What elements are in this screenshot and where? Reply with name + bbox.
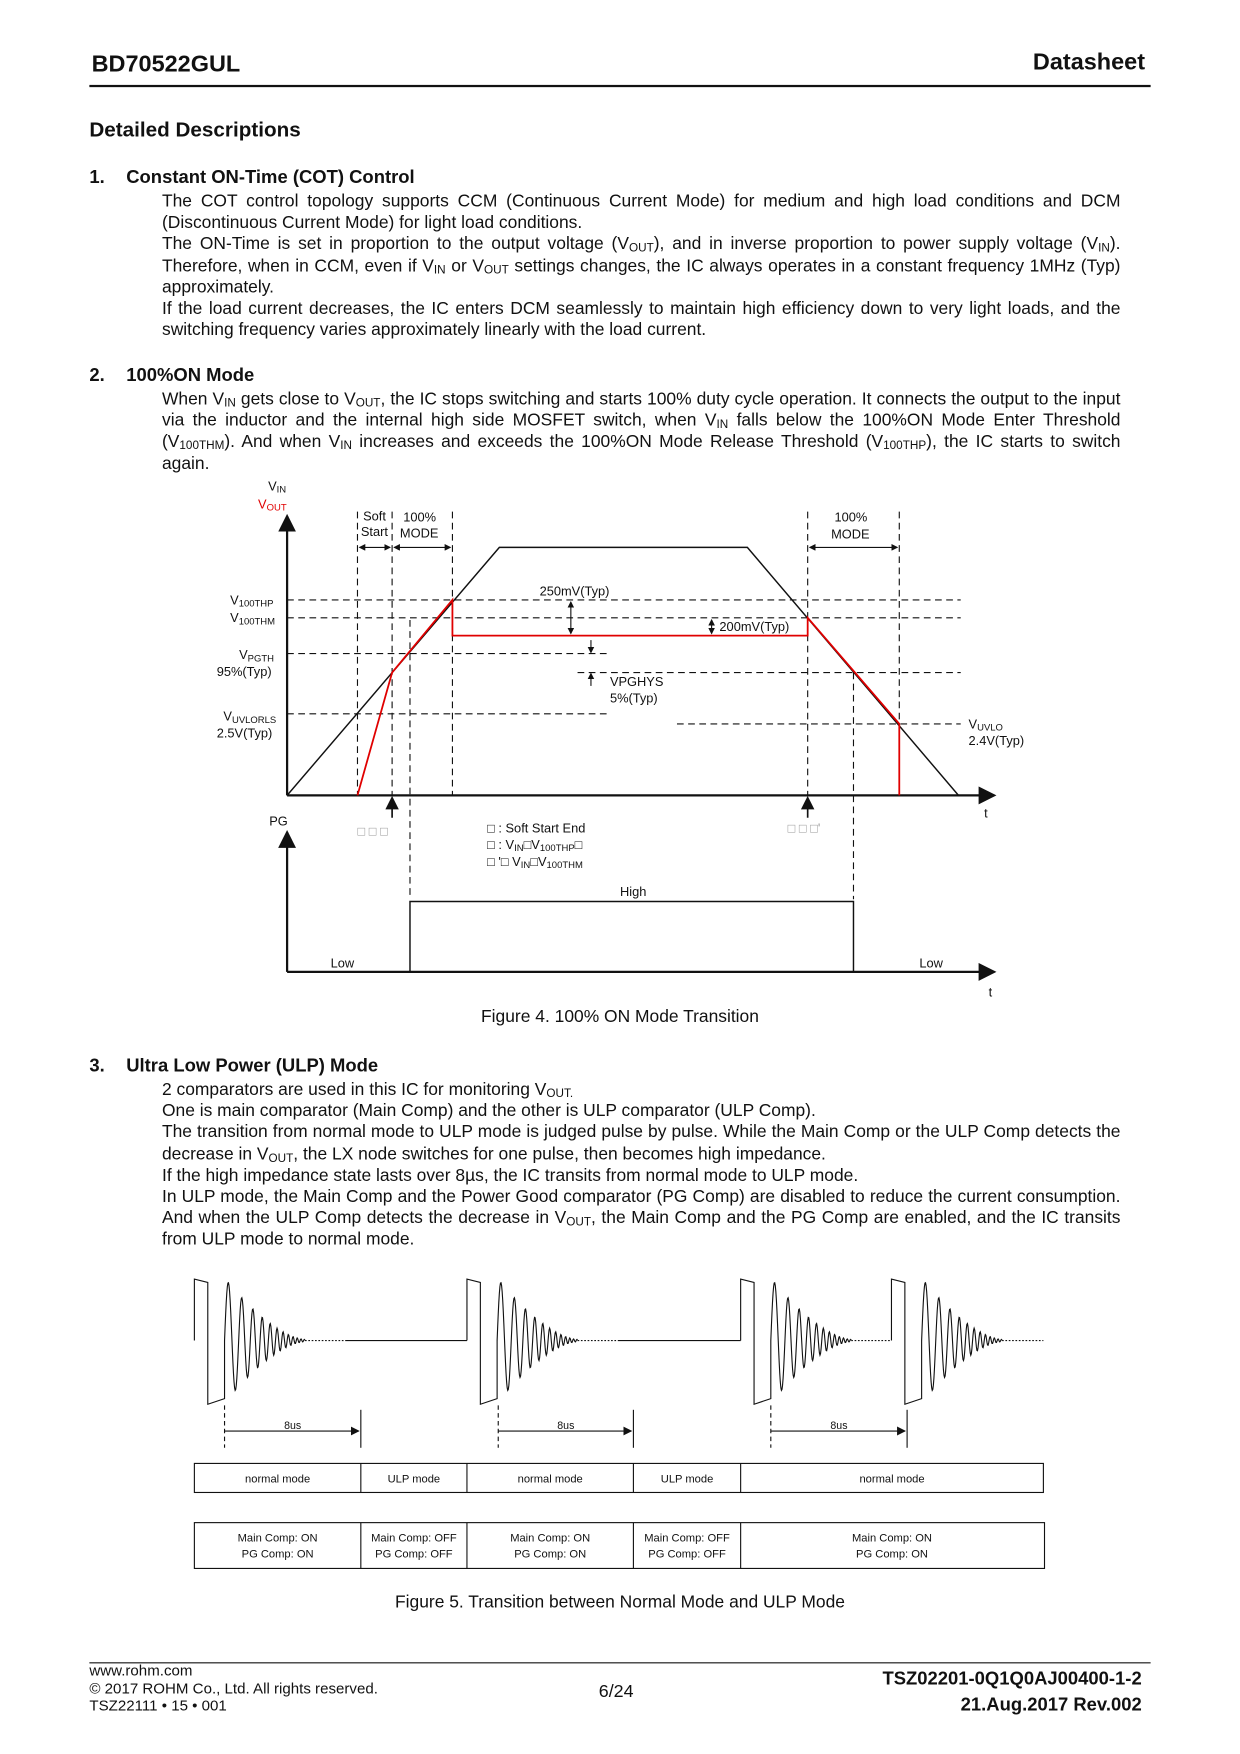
ringing <box>922 1283 1002 1391</box>
comp-row <box>194 1523 1044 1569</box>
paragraph: The COT control topology supports CCM (Continuous Current Mode) for medium and high load conditions and DCM (Discontinuous Current Mode) for light load conditions. <box>161 192 1121 233</box>
hysteresis-200mv-label: 200mV(Typ) <box>719 619 790 635</box>
pg-low-label: Low <box>330 955 355 971</box>
comp-cell: Main Comp: ON <box>510 1532 591 1545</box>
subscript: IN <box>224 396 236 410</box>
section-title: Constant ON-Time (COT) Control <box>126 167 415 188</box>
paragraph: The ON-Time is set in proportion to the output voltage $(V_{OUT})$, and in inverse proportion to power supply voltage $(V_{IN})$. Therefore, when in CCM, even if $V_{IN}$ or $V_{OUT}$ settings changes, the IC always operates in a constant frequency 1MHz (Typ) approximately. <box>161 235 1121 297</box>
footer-code: TSZ22111 • 15 • 001 <box>89 1696 227 1714</box>
subscript: IN <box>433 263 446 277</box>
pg-waveform <box>410 902 853 972</box>
vuvlo-label: VUVLO <box>968 716 1003 734</box>
v100thp-label: V100THP <box>230 592 274 610</box>
subscript: OUT <box>268 1151 294 1165</box>
timing-label: 8us <box>284 1419 302 1432</box>
mode-table <box>194 1463 1044 1568</box>
paragraph: When $V_{IN}$ gets close to $V_{OUT}$, the IC stops switching and starts 100% duty cycle operation. It connects the output to the input via the inductor and the internal high side MOSFET switch, when $V_{IN}$ falls below the 100%ON Mode Enter Threshold $(V_{100THM})$. And when $V_{IN}$ increases and exceeds the 100%ON Mode Release Threshold $(V_{100THP})$, the IC starts to switch again. <box>161 389 1121 474</box>
timing-arrows <box>225 1405 908 1447</box>
paragraph: In ULP mode, the Main Comp and the Power Good comparator (PG Comp) are disabled to reduce the current consumption. And when the ULP Comp detects the decrease in $V_{OUT}$, the Main Comp and the PG Comp are enabled, and the IC transits from ULP mode to normal mode. <box>161 1187 1121 1250</box>
pg-high-label: High <box>620 883 647 899</box>
vout-label: VOUT <box>258 496 287 514</box>
vuvlorls-label: VUVLORLS <box>223 708 277 726</box>
timing-label: 8us <box>830 1419 848 1432</box>
footer-left <box>89 1662 378 1714</box>
section-heading: Detailed Descriptions <box>89 117 301 141</box>
subscript: OUT <box>566 1215 592 1230</box>
v100thm-label: V100THM <box>230 610 276 628</box>
subscript: OUT <box>355 396 381 410</box>
mode-cell: ULP mode <box>387 1473 441 1486</box>
footer-url[interactable]: www.rohm.com <box>89 1662 193 1680</box>
comp-cell: Main Comp: OFF <box>371 1532 457 1545</box>
start-label: Start <box>360 524 388 540</box>
ringing <box>771 1283 851 1391</box>
vin-waveform <box>287 547 958 795</box>
subscript: OUT <box>484 263 509 277</box>
lx-waveform <box>194 1279 1043 1404</box>
section-title: 100%ON Mode <box>126 365 255 386</box>
legend-soft-start-end: □ : Soft Start End <box>487 820 586 836</box>
mode-cell: ULP mode <box>660 1473 714 1486</box>
mode-label: MODE <box>399 525 439 541</box>
figure-5-caption: Figure 5. Transition between Normal Mode and ULP Mode <box>395 1593 845 1613</box>
comp-cell: PG Comp: OFF <box>648 1548 726 1561</box>
paragraph: The transition from normal mode to ULP mode is judged pulse by pulse. While the Main Comp or the ULP Comp detects the decrease in $V_{OUT}$, the LX node switches for one pulse, then becomes high impedance. <box>161 1123 1121 1165</box>
mode-cell: normal mode <box>859 1473 925 1486</box>
paragraph: If the high impedance state lasts over 8µs, the IC transits from normal mode to ULP mode. <box>161 1166 859 1186</box>
vpgth-value: 95%(Typ) <box>216 663 272 679</box>
section-number: 2. <box>89 365 105 386</box>
soft-label: Soft <box>363 508 386 524</box>
subscript: OUT. <box>546 1086 574 1101</box>
legend-vin-below-thm: □ '□ VIN□V100THM <box>487 853 583 872</box>
vuvlo-value: 2.4V(Typ) <box>968 733 1025 749</box>
marker-b-label: □ □ □' <box>787 820 821 836</box>
subscript: IN <box>1098 241 1110 256</box>
ringing <box>225 1283 305 1391</box>
timing-label: 8us <box>557 1419 575 1432</box>
subscript: IN <box>340 439 352 453</box>
mode-cell: normal mode <box>517 1473 583 1486</box>
paragraph: If the load current decreases, the IC enters DCM seamlessly to maintain high efficiency down to very light loads, and the switching frequency varies approximately linearly with the load current. <box>161 299 1121 340</box>
subscript: IN <box>716 418 729 432</box>
pg-label: PG <box>269 813 288 829</box>
vpghys-label: VPGHYS <box>609 673 664 689</box>
hysteresis-250mv-label: 250mV(Typ) <box>539 583 610 599</box>
section-number: 1. <box>89 167 105 188</box>
mode-100-label-2: 100% <box>834 509 868 525</box>
section-number: 3. <box>89 1055 105 1076</box>
date-revision: 21.Aug.2017 Rev.002 <box>960 1694 1142 1715</box>
figure-4-caption: Figure 4. 100% ON Mode Transition <box>481 1007 759 1027</box>
comp-cell: Main Comp: OFF <box>644 1532 730 1545</box>
vpghys-value: 5%(Typ) <box>609 690 658 706</box>
document-number: TSZ02201-0Q1Q0AJ00400-1-2 <box>882 1668 1142 1690</box>
t-label: t <box>984 805 988 821</box>
mode-label-2: MODE <box>831 526 870 542</box>
section-title: Ultra Low Power (ULP) Mode <box>126 1055 379 1076</box>
comp-cell: PG Comp: ON <box>856 1548 928 1561</box>
pg-t-label: t <box>988 984 993 1000</box>
subscript: 100THM <box>179 439 225 453</box>
mode-cell: normal mode <box>245 1473 311 1486</box>
comp-cell: Main Comp: ON <box>852 1532 933 1545</box>
vin-label: VIN <box>268 478 287 496</box>
comp-cell: PG Comp: ON <box>241 1548 314 1561</box>
doc-title: BD70522GUL <box>91 51 241 78</box>
paragraph: 2 comparators are used in this IC for monitoring $V_{OUT.}$ <box>161 1080 574 1101</box>
comp-cell: PG Comp: ON <box>514 1548 587 1561</box>
switching-pulse <box>467 1279 497 1404</box>
switching-pulse <box>741 1279 771 1404</box>
switching-pulse <box>194 1279 224 1404</box>
comp-cell: PG Comp: OFF <box>375 1548 453 1561</box>
comp-cell: Main Comp: ON <box>237 1532 318 1545</box>
marker-a-label: □ □ □ <box>357 823 388 839</box>
legend-vin-above-thp: □ : VIN□V100THP□ <box>487 837 583 855</box>
doc-type: Datasheet <box>1032 49 1146 75</box>
paragraph: One is main comparator (Main Comp) and the other is ULP comparator (ULP Comp). <box>161 1101 816 1121</box>
mode-100-label: 100% <box>403 509 437 525</box>
section-3-body <box>162 1079 1120 1251</box>
subscript: 100THP <box>883 439 927 453</box>
page-number: 6/24 <box>598 1682 634 1702</box>
vpgth-label: VPGTH <box>239 647 274 665</box>
vuvlorls-value: 2.5V(Typ) <box>216 725 273 741</box>
subscript: OUT <box>628 241 654 256</box>
switching-pulse <box>891 1279 921 1404</box>
pg-low-label-2: Low <box>919 955 943 971</box>
footer-copyright: © 2017 ROHM Co., Ltd. All rights reserved. <box>89 1679 378 1697</box>
ringing <box>497 1283 577 1391</box>
footer-right <box>882 1667 1141 1718</box>
